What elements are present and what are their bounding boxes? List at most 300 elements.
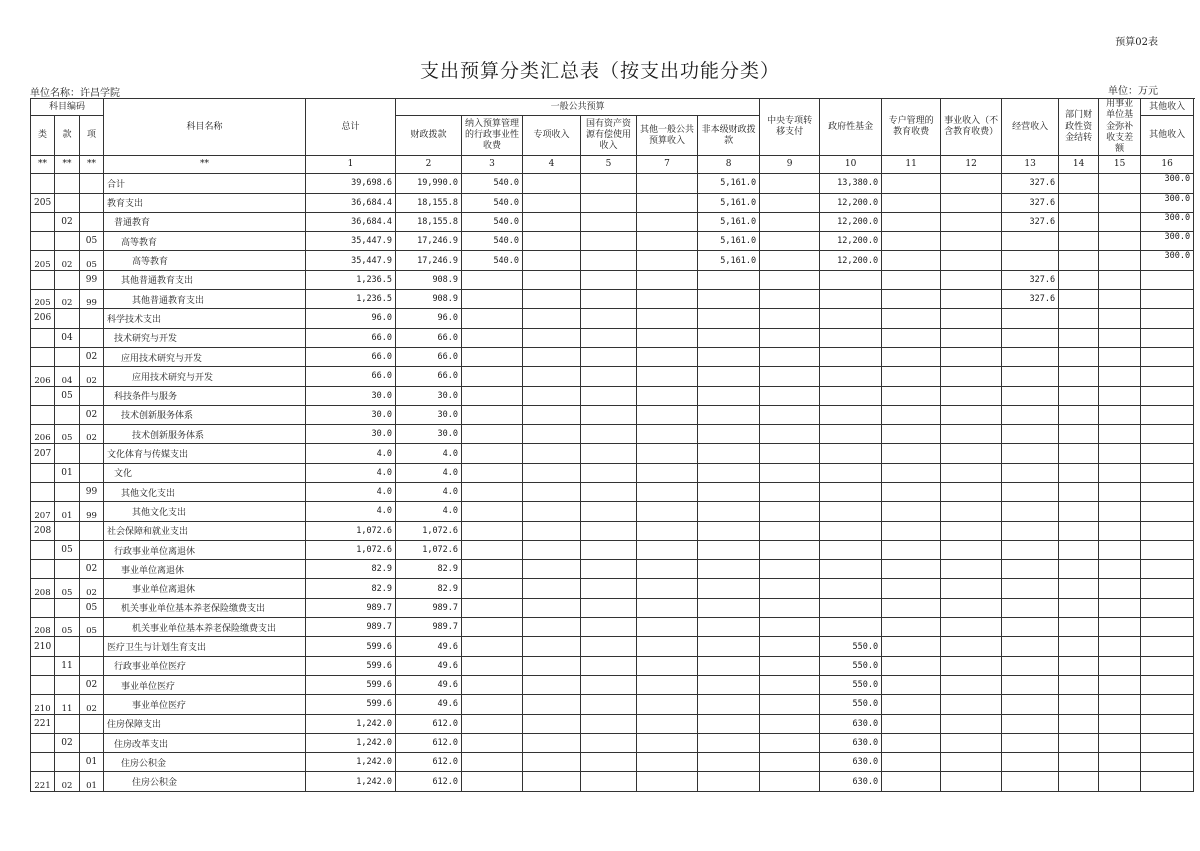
- value-cell: [581, 444, 637, 463]
- value-cell: [882, 174, 941, 193]
- header-subject-code: 科目编码: [31, 99, 104, 116]
- value-cell: 18,155.8: [396, 212, 462, 231]
- code-kuan: [55, 714, 80, 733]
- table-body: [31, 174, 1194, 792]
- code-kuan: [55, 675, 80, 694]
- code-xiang: [80, 386, 104, 405]
- value-cell: [941, 618, 1002, 637]
- value-cell: [1099, 637, 1141, 656]
- value-cell: [637, 405, 698, 424]
- value-cell: [637, 502, 698, 521]
- code-kuan: 02: [55, 772, 80, 791]
- value-cell: [581, 367, 637, 386]
- value-cell: [820, 618, 882, 637]
- value-cell: [637, 367, 698, 386]
- value-cell: 12,200.0: [820, 193, 882, 212]
- value-cell: [581, 675, 637, 694]
- value-cell: [1059, 232, 1099, 251]
- subject-name: 教育支出: [104, 193, 306, 212]
- value-cell: [760, 405, 820, 424]
- table-row: [31, 483, 1194, 502]
- table-row: [31, 193, 1194, 212]
- value-cell: [581, 174, 637, 193]
- value-cell: [760, 290, 820, 309]
- value-cell: [698, 405, 760, 424]
- subject-name: 其他普通教育支出: [104, 290, 306, 309]
- value-cell: 36,684.4: [306, 212, 396, 231]
- value-cell: [581, 425, 637, 444]
- value-cell: 1,242.0: [306, 753, 396, 772]
- subject-name: 医疗卫生与计划生育支出: [104, 637, 306, 656]
- value-cell: [941, 386, 1002, 405]
- value-cell: [882, 193, 941, 212]
- value-cell: 327.6: [1002, 212, 1059, 231]
- value-cell: [760, 328, 820, 347]
- value-cell: [462, 637, 523, 656]
- code-lei: [31, 483, 55, 502]
- header-carryover: 部门财政性资金结转: [1059, 99, 1099, 156]
- code-kuan: [55, 232, 80, 251]
- value-cell: [581, 290, 637, 309]
- value-cell: [1002, 579, 1059, 598]
- value-cell: [581, 560, 637, 579]
- value-cell: [523, 212, 581, 231]
- value-cell: [882, 502, 941, 521]
- code-kuan: [55, 637, 80, 656]
- value-cell: [1099, 772, 1141, 791]
- code-kuan: [55, 753, 80, 772]
- value-cell: [462, 463, 523, 482]
- subject-name: 其他普通教育支出: [104, 270, 306, 289]
- value-cell: [698, 772, 760, 791]
- header-other-inc: 其他收入: [1141, 116, 1194, 156]
- form-number: 预算02表: [1115, 37, 1158, 48]
- value-cell: [637, 540, 698, 559]
- value-cell: [1059, 772, 1099, 791]
- value-cell: 327.6: [1002, 290, 1059, 309]
- value-cell: [581, 483, 637, 502]
- code-kuan: [55, 521, 80, 540]
- table-row: [31, 444, 1194, 463]
- value-cell: [882, 386, 941, 405]
- value-cell: [1099, 598, 1141, 617]
- value-cell: [698, 675, 760, 694]
- value-cell: [760, 637, 820, 656]
- value-cell: [1099, 386, 1141, 405]
- code-lei: [31, 753, 55, 772]
- value-cell: [637, 309, 698, 328]
- value-cell: 989.7: [306, 598, 396, 617]
- value-cell: 4.0: [306, 483, 396, 502]
- value-cell: [581, 502, 637, 521]
- value-cell: [462, 444, 523, 463]
- value-cell: 630.0: [820, 772, 882, 791]
- value-cell: [1002, 483, 1059, 502]
- value-cell: [941, 675, 1002, 694]
- value-cell: [820, 347, 882, 366]
- value-cell: [637, 425, 698, 444]
- value-cell: [1002, 598, 1059, 617]
- code-lei: [31, 560, 55, 579]
- value-cell: [1141, 290, 1194, 309]
- value-cell: [882, 232, 941, 251]
- code-xiang: 05: [80, 251, 104, 270]
- subject-name: 技术研究与开发: [104, 328, 306, 347]
- header-special-income: 专项收入: [523, 116, 581, 156]
- value-cell: [462, 328, 523, 347]
- value-cell: 550.0: [820, 695, 882, 714]
- table-row: [31, 251, 1194, 270]
- code-lei: 205: [31, 251, 55, 270]
- value-cell: [637, 174, 698, 193]
- value-cell: 908.9: [396, 270, 462, 289]
- table-row: [31, 675, 1194, 694]
- table-row: [31, 637, 1194, 656]
- value-cell: [523, 637, 581, 656]
- code-xiang: 02: [80, 405, 104, 424]
- value-cell: [1099, 425, 1141, 444]
- table-row: [31, 425, 1194, 444]
- value-cell: [1099, 579, 1141, 598]
- col-number: 1: [306, 156, 396, 174]
- code-kuan: 04: [55, 328, 80, 347]
- value-cell: [941, 212, 1002, 231]
- value-cell: [882, 347, 941, 366]
- value-cell: [1059, 753, 1099, 772]
- code-lei: 221: [31, 772, 55, 791]
- value-cell: [1099, 733, 1141, 752]
- value-cell: [1059, 733, 1099, 752]
- code-kuan: [55, 193, 80, 212]
- value-cell: [760, 598, 820, 617]
- value-cell: [941, 347, 1002, 366]
- code-lei: [31, 733, 55, 752]
- header-non-fiscal: 非本级财政拨款: [698, 116, 760, 156]
- value-cell: [820, 560, 882, 579]
- value-cell: 66.0: [396, 367, 462, 386]
- value-cell: [760, 560, 820, 579]
- subject-name: 住房保障支出: [104, 714, 306, 733]
- value-cell: [1141, 270, 1194, 289]
- unit-name: 单位名称：许昌学院: [30, 88, 120, 99]
- value-cell: [1141, 521, 1194, 540]
- value-cell: 4.0: [306, 463, 396, 482]
- value-cell: 17,246.9: [396, 251, 462, 270]
- value-cell: [637, 193, 698, 212]
- value-cell: [1059, 656, 1099, 675]
- value-cell: 49.6: [396, 656, 462, 675]
- code-xiang: 02: [80, 425, 104, 444]
- value-cell: [760, 656, 820, 675]
- value-cell: [760, 212, 820, 231]
- value-cell: [637, 579, 698, 598]
- value-cell: [1059, 347, 1099, 366]
- subject-name: 普通教育: [104, 212, 306, 231]
- value-cell: [760, 251, 820, 270]
- col-number: 14: [1059, 156, 1099, 174]
- value-cell: [1099, 502, 1141, 521]
- value-cell: [1141, 733, 1194, 752]
- value-cell: [523, 309, 581, 328]
- value-cell: [760, 444, 820, 463]
- value-cell: 5,161.0: [698, 193, 760, 212]
- value-cell: [1002, 695, 1059, 714]
- value-cell: [760, 540, 820, 559]
- value-cell: [581, 270, 637, 289]
- code-lei: 208: [31, 618, 55, 637]
- value-cell: [1099, 714, 1141, 733]
- value-cell: [1141, 347, 1194, 366]
- value-cell: [1059, 367, 1099, 386]
- value-cell: 35,447.9: [306, 251, 396, 270]
- code-kuan: 05: [55, 425, 80, 444]
- value-cell: 540.0: [462, 232, 523, 251]
- col-number: 7: [637, 156, 698, 174]
- value-cell: [523, 675, 581, 694]
- value-cell: [941, 502, 1002, 521]
- value-cell: [698, 290, 760, 309]
- value-cell: [760, 753, 820, 772]
- value-cell: [1141, 753, 1194, 772]
- value-cell: [581, 579, 637, 598]
- header-kuan: 款: [55, 116, 80, 156]
- value-cell: [1002, 463, 1059, 482]
- value-cell: [1002, 521, 1059, 540]
- code-xiang: 02: [80, 347, 104, 366]
- code-lei: [31, 386, 55, 405]
- value-cell: [882, 270, 941, 289]
- value-cell: 66.0: [396, 328, 462, 347]
- table-row: [31, 560, 1194, 579]
- value-cell: [1099, 328, 1141, 347]
- value-cell: [941, 193, 1002, 212]
- value-cell: [698, 328, 760, 347]
- subject-name: 文化: [104, 463, 306, 482]
- value-cell: [698, 444, 760, 463]
- value-cell: [523, 656, 581, 675]
- subject-name: 社会保障和就业支出: [104, 521, 306, 540]
- header-xiang: 项: [80, 116, 104, 156]
- value-cell: 36,684.4: [306, 193, 396, 212]
- value-cell: [462, 579, 523, 598]
- code-kuan: [55, 405, 80, 424]
- value-cell: [941, 637, 1002, 656]
- value-cell: [637, 560, 698, 579]
- value-cell: [637, 483, 698, 502]
- value-cell: [760, 174, 820, 193]
- value-cell: [698, 637, 760, 656]
- value-cell: 4.0: [306, 444, 396, 463]
- code-kuan: [55, 444, 80, 463]
- code-kuan: 02: [55, 733, 80, 752]
- table-row: [31, 367, 1194, 386]
- value-cell: [523, 695, 581, 714]
- value-cell: 82.9: [396, 560, 462, 579]
- table-row: [31, 463, 1194, 482]
- value-cell: [882, 637, 941, 656]
- value-cell: [882, 521, 941, 540]
- value-cell: [698, 618, 760, 637]
- code-lei: [31, 270, 55, 289]
- value-cell: [698, 540, 760, 559]
- table-row: [31, 232, 1194, 251]
- code-xiang: [80, 444, 104, 463]
- value-cell: [462, 425, 523, 444]
- value-cell: [523, 772, 581, 791]
- value-cell: 12,200.0: [820, 232, 882, 251]
- value-cell: [462, 309, 523, 328]
- table-row: [31, 540, 1194, 559]
- value-cell: [698, 483, 760, 502]
- value-cell: [760, 483, 820, 502]
- value-cell: [1059, 675, 1099, 694]
- value-cell: [462, 405, 523, 424]
- subject-name: 住房改革支出: [104, 733, 306, 752]
- value-cell: [523, 193, 581, 212]
- value-cell: [581, 328, 637, 347]
- value-cell: [581, 232, 637, 251]
- code-xiang: [80, 309, 104, 328]
- value-cell: [637, 521, 698, 540]
- value-cell: 18,155.8: [396, 193, 462, 212]
- value-cell: [1002, 714, 1059, 733]
- value-cell: [882, 328, 941, 347]
- value-cell: 66.0: [306, 328, 396, 347]
- code-xiang: [80, 174, 104, 193]
- value-cell: [523, 733, 581, 752]
- value-cell: [1002, 560, 1059, 579]
- value-cell: [462, 560, 523, 579]
- value-cell: [1059, 502, 1099, 521]
- subject-name: 技术创新服务体系: [104, 405, 306, 424]
- value-cell: 30.0: [396, 425, 462, 444]
- value-cell: [1141, 309, 1194, 328]
- value-cell: 599.6: [306, 675, 396, 694]
- subject-name: 技术创新服务体系: [104, 425, 306, 444]
- value-cell: [941, 733, 1002, 752]
- value-cell: [581, 463, 637, 482]
- value-cell: 30.0: [396, 405, 462, 424]
- code-kuan: 05: [55, 579, 80, 598]
- code-lei: 206: [31, 367, 55, 386]
- value-cell: [1141, 425, 1194, 444]
- value-cell: [1099, 656, 1141, 675]
- value-cell: [760, 521, 820, 540]
- code-xiang: [80, 193, 104, 212]
- col-number: 5: [581, 156, 637, 174]
- value-cell: [820, 309, 882, 328]
- value-cell: [1141, 714, 1194, 733]
- value-cell: [1002, 675, 1059, 694]
- value-cell: [637, 753, 698, 772]
- value-cell: [1002, 618, 1059, 637]
- subject-name: 其他文化支出: [104, 483, 306, 502]
- code-lei: 210: [31, 637, 55, 656]
- value-cell: [941, 174, 1002, 193]
- unit-label: 单位：万元: [1108, 86, 1158, 97]
- value-cell: [698, 425, 760, 444]
- header-lei: 类: [31, 116, 55, 156]
- value-cell: [760, 463, 820, 482]
- table-row: [31, 347, 1194, 366]
- value-cell: [941, 463, 1002, 482]
- value-cell: [760, 579, 820, 598]
- value-cell: [1099, 232, 1141, 251]
- subject-name: 其他文化支出: [104, 502, 306, 521]
- code-xiang: [80, 656, 104, 675]
- subject-name: 高等教育: [104, 251, 306, 270]
- value-cell: 5,161.0: [698, 212, 760, 231]
- value-cell: 630.0: [820, 753, 882, 772]
- code-xiang: 02: [80, 579, 104, 598]
- value-cell: [581, 309, 637, 328]
- value-cell: [1002, 425, 1059, 444]
- value-cell: [882, 444, 941, 463]
- value-cell: [882, 251, 941, 270]
- value-cell: [1099, 270, 1141, 289]
- code-xiang: [80, 521, 104, 540]
- value-cell: 612.0: [396, 733, 462, 752]
- value-cell: [523, 270, 581, 289]
- value-cell: [882, 772, 941, 791]
- value-cell: [1141, 695, 1194, 714]
- page-title: 支出预算分类汇总表（按支出功能分类）: [419, 60, 780, 82]
- value-cell: 1,072.6: [306, 521, 396, 540]
- value-cell: [941, 560, 1002, 579]
- value-cell: [1059, 290, 1099, 309]
- code-xiang: 05: [80, 232, 104, 251]
- value-cell: [820, 521, 882, 540]
- col-number: 15: [1099, 156, 1141, 174]
- value-cell: [523, 232, 581, 251]
- value-cell: [882, 598, 941, 617]
- value-cell: [1099, 193, 1141, 212]
- value-cell: [698, 714, 760, 733]
- header-fiscal: 财政拨款: [396, 116, 462, 156]
- value-cell: [760, 772, 820, 791]
- code-kuan: [55, 174, 80, 193]
- value-cell: 66.0: [306, 347, 396, 366]
- value-cell: [1002, 347, 1059, 366]
- code-lei: [31, 212, 55, 231]
- value-cell: [882, 656, 941, 675]
- value-cell: [882, 695, 941, 714]
- value-cell: [523, 463, 581, 482]
- value-cell: [760, 618, 820, 637]
- value-cell: [698, 656, 760, 675]
- code-kuan: 05: [55, 386, 80, 405]
- value-cell: [1099, 309, 1141, 328]
- value-cell: [1099, 251, 1141, 270]
- subject-name: 住房公积金: [104, 772, 306, 791]
- value-cell: [637, 290, 698, 309]
- value-cell: [1099, 174, 1141, 193]
- value-cell: [698, 309, 760, 328]
- table-row: [31, 714, 1194, 733]
- value-cell: [1141, 560, 1194, 579]
- code-lei: 208: [31, 521, 55, 540]
- code-kuan: 01: [55, 502, 80, 521]
- subject-name: 住房公积金: [104, 753, 306, 772]
- value-cell: [760, 193, 820, 212]
- value-cell: [1099, 463, 1141, 482]
- value-cell: [1099, 540, 1141, 559]
- value-cell: [941, 328, 1002, 347]
- value-cell: [581, 193, 637, 212]
- col-number: 2: [396, 156, 462, 174]
- value-cell: 4.0: [306, 502, 396, 521]
- value-cell: [1059, 618, 1099, 637]
